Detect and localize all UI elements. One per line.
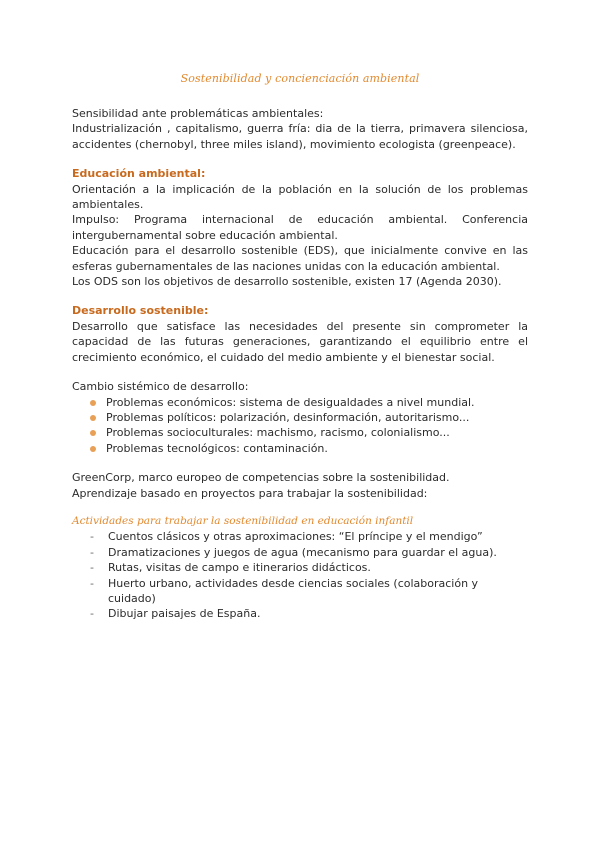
- list-item: [90, 529, 528, 544]
- list-item: Problemas económicos: sistema de desigualdades a nivel mundial.: [90, 395, 528, 410]
- list-item: [90, 576, 528, 607]
- desarrollo-heading: Desarrollo sostenible:: [72, 304, 209, 318]
- intro-line-2: Industrialización , capitalismo, guerra fría: dia de la tierra, primavera silenciosa, accidentes (chernobyl, three miles island), movimiento ecologista (greenpeace).: [72, 122, 528, 151]
- list-item-text: Cuentos clásicos y otras aproximaciones: “El príncipe y el mendigo”: [108, 530, 483, 544]
- cambio-list: [72, 395, 528, 457]
- list-item-text: Rutas, visitas de campo e itinerarios didácticos.: [108, 561, 371, 575]
- cambio-intro: Cambio sistémico de desarrollo:: [72, 380, 249, 394]
- document-body: [72, 106, 528, 622]
- educacion-paragraph-4: Los ODS son los objetivos de desarrollo sostenible, existen 17 (Agenda 2030).: [72, 275, 502, 289]
- list-item: Problemas políticos: polarización, desinformación, autoritarismo...: [90, 410, 528, 425]
- list-item: Problemas tecnológicos: contaminación.: [90, 441, 528, 456]
- intro-line-1: Sensibilidad ante problemáticas ambientales:: [72, 107, 324, 120]
- dash-marker: -: [90, 607, 94, 621]
- page-title: Sostenibilidad y concienciación ambiental: [180, 72, 420, 85]
- educacion-paragraph-1: Orientación a la implicación de la población en la solución de los problemas ambientales.: [72, 182, 528, 212]
- educacion-paragraph-2: Impulso: Programa internacional de educación ambiental. Conferencia intergubernamental sobre educación ambiental.: [72, 213, 528, 242]
- actividades-list: [72, 529, 528, 621]
- list-item: Problemas socioculturales: machismo, racismo, colonialismo...: [90, 425, 528, 440]
- list-item-text: Dibujar paisajes de España.: [108, 607, 261, 621]
- list-item: [90, 560, 528, 575]
- list-item-text: Huerto urbano, actividades desde ciencias sociales (colaboración y cuidado): [108, 576, 479, 605]
- dash-marker: -: [90, 576, 94, 590]
- actividades-heading: Actividades para trabajar la sostenibilidad en educación infantil: [72, 514, 414, 527]
- dash-marker: -: [90, 561, 94, 575]
- list-item: [90, 545, 528, 560]
- list-item-text: Dramatizaciones y juegos de agua (mecanismo para guardar el agua).: [108, 545, 497, 559]
- desarrollo-paragraph: Desarrollo que satisface las necesidades del presente sin comprometer la capacidad de las futuras generaciones, garantizando el equilibrio entre el crecimiento económico, el cuidado del medio ambiente y el bienestar social.: [72, 319, 528, 364]
- greencorp-line-2: Aprendizaje basado en proyectos para trabajar la sostenibilidad:: [72, 486, 428, 500]
- list-item: [90, 606, 528, 621]
- dash-marker: -: [90, 530, 94, 544]
- educacion-heading: Educación ambiental:: [72, 167, 206, 181]
- dash-marker: -: [90, 545, 94, 559]
- educacion-paragraph-3: Educación para el desarrollo sostenible (EDS), que inicialmente convive en las esferas gubernamentales de las naciones unidas con la educación ambiental.: [72, 244, 528, 273]
- greencorp-line-1: GreenCorp, marco europeo de competencias sobre la sostenibilidad.: [72, 471, 450, 485]
